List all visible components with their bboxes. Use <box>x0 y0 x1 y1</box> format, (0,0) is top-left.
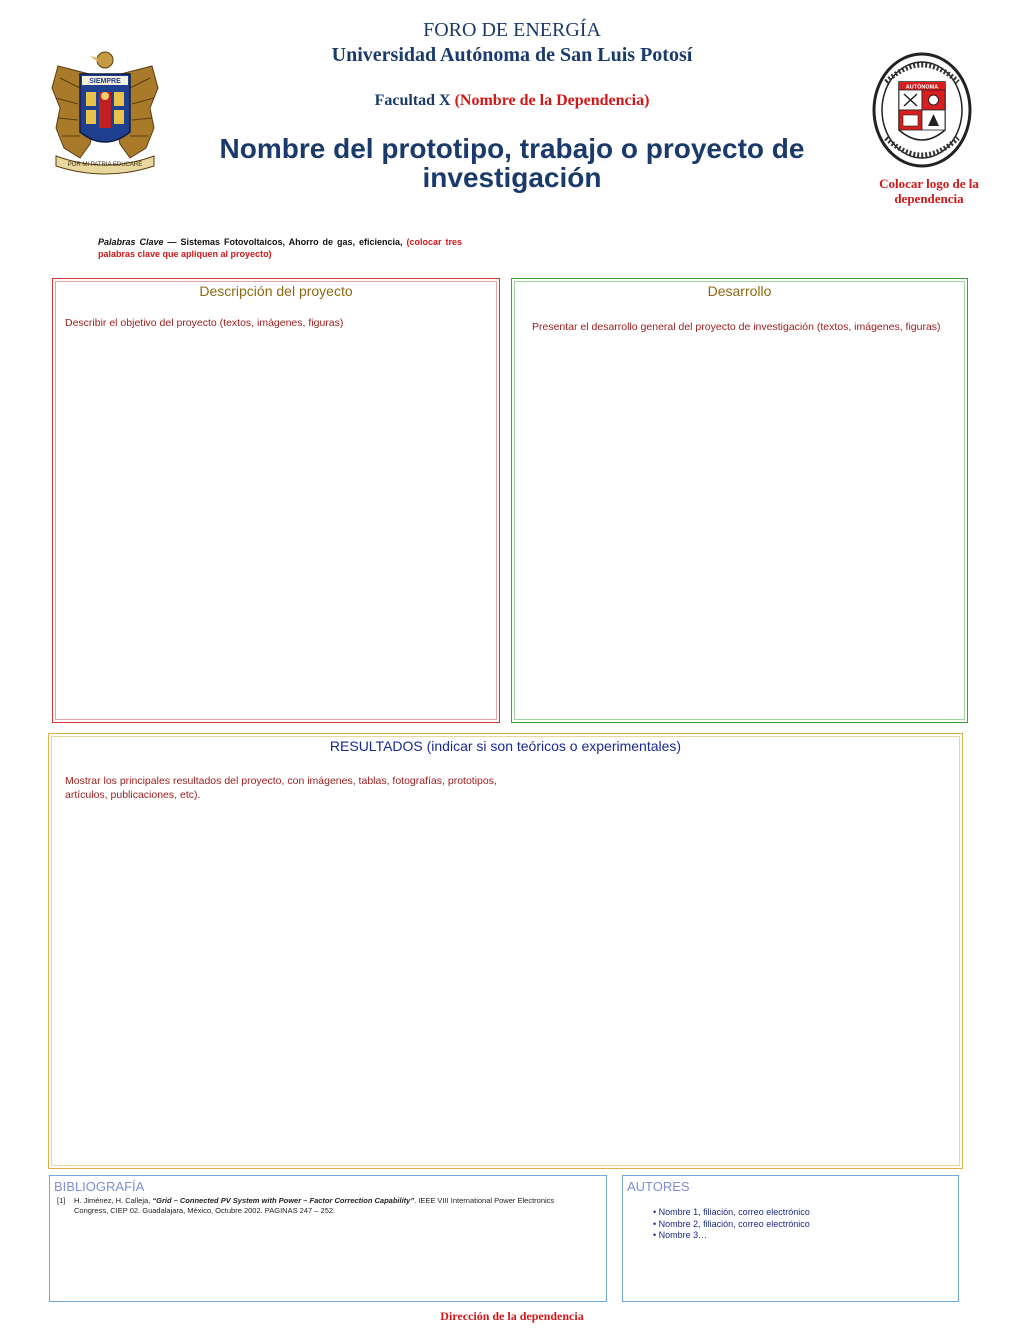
keywords-label: Palabras Clave <box>98 237 164 247</box>
development-body: Presentar el desarrollo general del proyecto de investigación (textos, imágenes, figuras) <box>532 321 941 333</box>
bibliography-heading: BIBLIOGRAFÍA <box>54 1179 145 1194</box>
logo-placeholder-caption: Colocar logo de la dependencia <box>879 176 979 206</box>
logo-siempre-text: SIEMPRE <box>89 78 121 85</box>
description-body: Describir el objetivo del proyecto (textos, imágenes, figuras) <box>65 317 344 329</box>
dependency-seal-logo <box>872 52 972 172</box>
keywords <box>98 236 462 260</box>
author-item: • Nombre 1, filiación, correo electrónico <box>653 1207 810 1217</box>
author-item: • Nombre 3… <box>653 1230 708 1240</box>
footer-address: Dirección de la dependencia <box>440 1309 584 1323</box>
reference-authors: H. Jiménez, H. Calleja, <box>74 1196 153 1205</box>
authors-heading: AUTORES <box>627 1179 690 1194</box>
reference-number: [1] <box>57 1196 66 1205</box>
keywords-note: (colocar tres palabras clave que apliquen al proyecto) <box>98 237 462 259</box>
authors-list <box>653 1207 810 1242</box>
bibliography-reference <box>57 1196 587 1216</box>
development-heading: Desarrollo <box>707 283 772 299</box>
results-body: Mostrar los principales resultados del proyecto, con imágenes, tablas, fotografías, prototipos, artículos, publicaciones, etc). <box>65 775 497 801</box>
results-section <box>48 733 963 1169</box>
description-heading: Descripción del proyecto <box>199 283 353 299</box>
university-eagle-logo <box>50 48 160 178</box>
seal-shield-text: AUTÓNOMA <box>905 84 939 91</box>
results-heading: RESULTADOS (indicar si son teóricos o experimentales) <box>329 738 682 754</box>
project-title: Nombre del prototipo, trabajo o proyecto de investigación <box>219 133 805 193</box>
event-title: FORO DE ENERGÍA <box>423 19 601 41</box>
reference-title: “Grid – Connected PV System with Power – Factor Correction Capability” <box>152 1196 415 1205</box>
faculty-dependency: (Nombre de la Dependencia) <box>454 92 650 109</box>
development-section <box>511 278 968 723</box>
logo-banner-text: POR MI PATRIA EDUCARÉ <box>67 162 143 168</box>
authors-section <box>622 1175 959 1302</box>
keywords-dash: — <box>163 237 181 247</box>
bibliography-section <box>49 1175 607 1302</box>
reference-details: . IEEE VIII International Power Electronics Congress, CIEP 02. Guadalajara, México, Octubre 2002. PAGINAS 247 – 252. <box>74 1196 555 1215</box>
faculty-prefix: Facultad X <box>374 92 451 109</box>
university-name: Universidad Autónoma de San Luis Potosí <box>331 44 693 66</box>
author-item: • Nombre 2, filiación, correo electrónico <box>653 1218 810 1229</box>
keywords-text: Sistemas Fotovoltaicos, Ahorro de gas, eficiencia, <box>180 237 407 247</box>
description-section <box>52 278 500 723</box>
